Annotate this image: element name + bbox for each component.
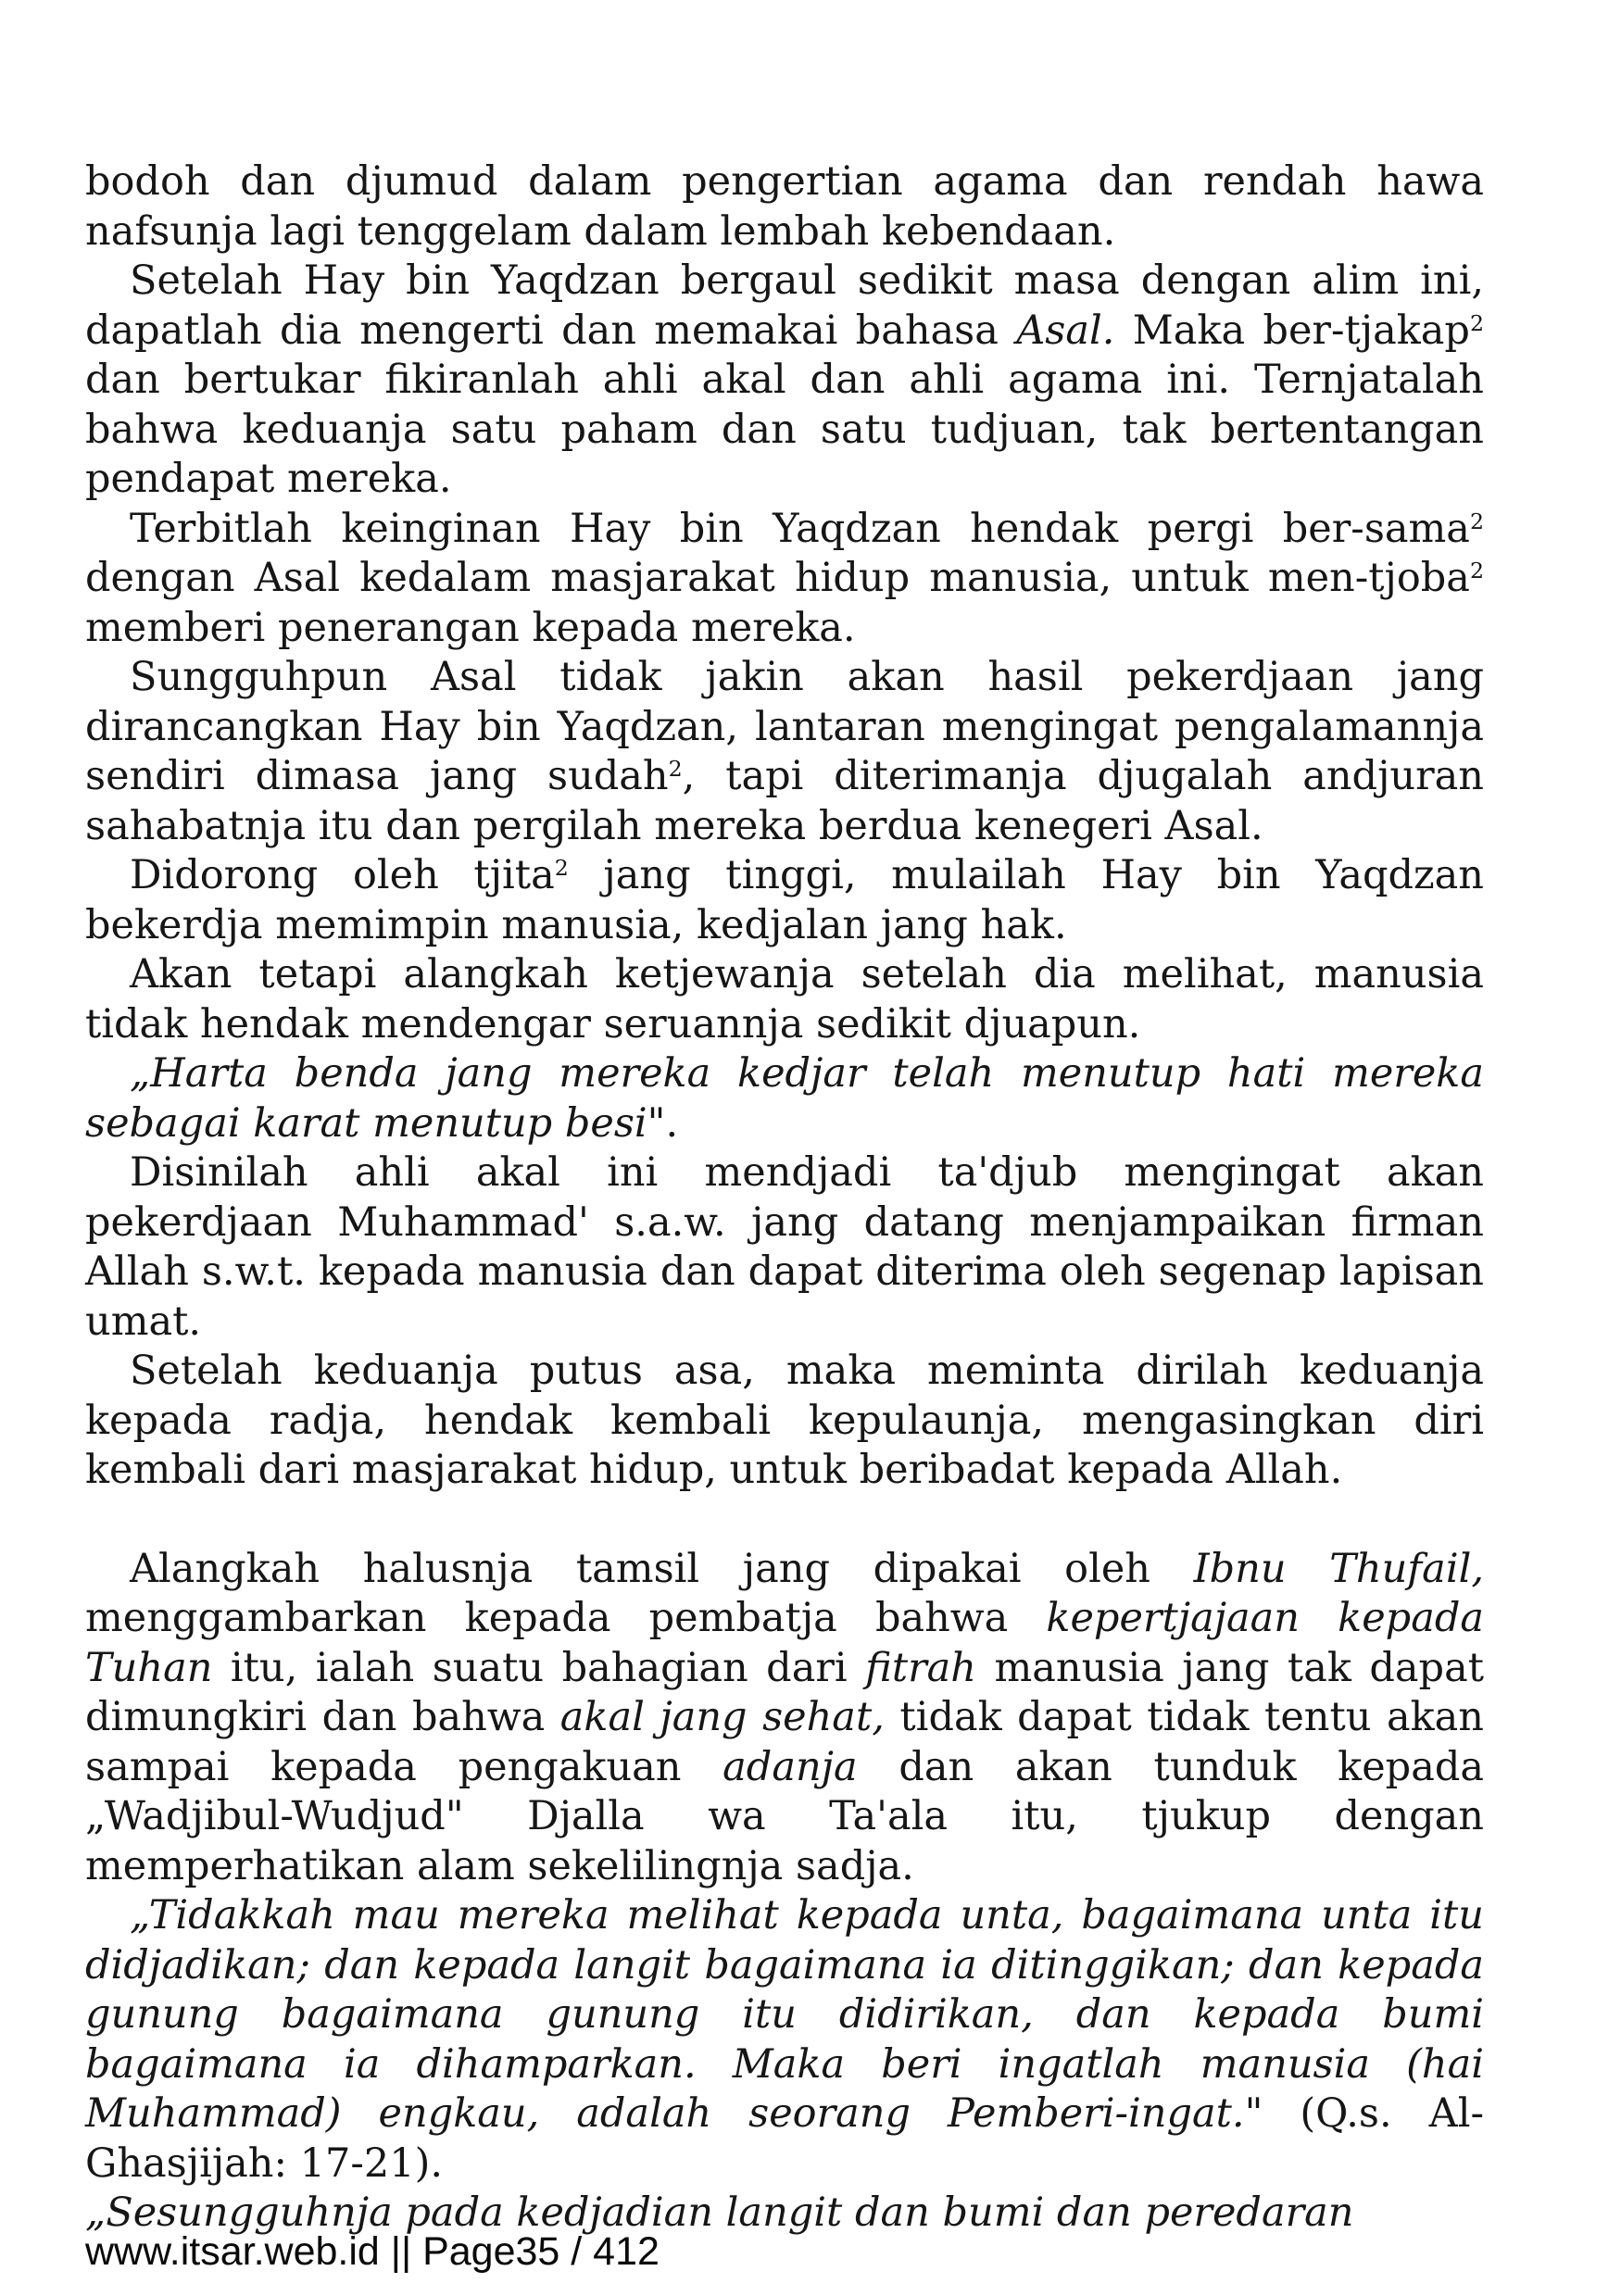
text-run: manusia jang tak dapat dimungkiri dan bahwa [85,1644,1484,1740]
italic-run: kepertjajaan kepada Tuhan [85,1595,1484,1691]
page-body [85,157,1484,2239]
text-run: " (Q.s. Al-Ghasjijah: 17-21). [85,2090,1484,2187]
paragraph [85,1545,1484,1892]
text-run: memberi penerangan kepada mereka. [85,604,856,651]
italic-run: „Sesungguhnja pada kedjadian langit dan bumi dan peredaran [85,2189,1354,2236]
text-run: jang tinggi, mulailah Hay bin Yaqdzan bekerdja memimpin manusia, kedjalan jang hak. [85,852,1484,948]
text-run: tidak dapat tidak tentu akan sampai kepada pengakuan [85,1694,1484,1790]
paragraph: Akan tetapi alangkah ketjewanja setelah dia melihat, manusia tidak hendak mendengar seruannja sedikit djuapun. [85,951,1484,1048]
italic-run: fitrah [865,1644,977,1691]
text-run: itu, ialah suatu bahagian dari [212,1644,866,1691]
superscript: 2 [1469,309,1485,336]
paragraph [85,257,1484,505]
text-run: Maka ber-tjakap [1114,307,1470,354]
italic-run: „Harta benda jang mereka kedjar telah menutup hati mereka sebagai karat menutup besi [85,1050,1484,1147]
italic-run: „Tidakkah mau mereka melihat kepada unta, bagaimana unta itu didjadikan; dan kepada langit bagaimana ia ditinggikan; dan kepada gunung bagaimana gunung itu didirikan, dan kepada bumi bagaimana ia dihamparkan. Maka beri ingatlah manusia (hai Muhammad) engkau, adalah seorang Pemberi-ingat. [85,1892,1484,2137]
superscript: 2 [1469,508,1484,534]
text-run: dengan Asal kedalam masjarakat hidup manusia, untuk men-tjoba [85,555,1470,601]
superscript: 2 [668,755,683,782]
page-footer: www.itsar.web.id || Page35 / 412 [85,2229,660,2274]
italic-run: Asal. [1016,307,1115,354]
text-run: Setelah Hay bin Yaqdzan bergaul sedikit masa dengan alim ini, dapatlah dia mengerti dan memakai bahasa [85,257,1484,354]
text-run: , tapi diterimanja djugalah andjuran sahabatnja itu dan pergilah mereka berdua kenegeri Asal. [85,753,1484,849]
paragraph [85,505,1484,654]
paragraph: Setelah keduanja putus asa, maka meminta dirilah keduanja kepada radja, hendak kembali kepulaunja, mengasingkan diri kembali dari masjarakat hidup, untuk beribadat kepada Allah. [85,1348,1484,1493]
paragraph-continuation: bodoh dan djumud dalam pengertian agama dan rendah hawa nafsunja lagi tenggelam dalam lembah kebendaan. [85,158,1484,255]
paragraph [85,653,1484,851]
text-run: Alangkah halusnja tamsil jang dipakai oleh [130,1545,1194,1592]
italic-run: Ibnu Thufail, [1193,1545,1484,1592]
quote-paragraph [85,1049,1484,1148]
text-run: Sungguhpun Asal tidak jakin akan hasil pekerdjaan jang dirancangkan Hay bin Yaqdzan, lantaran mengingat pengalamannja sendiri dimasa jang sudah [85,654,1484,799]
italic-run: adanja [723,1743,858,1790]
quote-paragraph [85,1891,1484,2189]
text-run: dan akan tunduk kepada „Wadjibul-Wudjud" Djalla wa Ta'ala itu, tjukup dengan memperhatikan alam sekelilingnja sadja. [85,1743,1484,1889]
superscript: 2 [1469,557,1484,583]
text-run: menggambarkan kepada pembatja bahwa [85,1595,1047,1641]
text-run: ". [647,1099,679,1147]
text-run: Didorong oleh tjita [130,852,555,898]
paragraph: Disinilah ahli akal ini mendjadi ta'djub mengingat akan pekerdjaan Muhammad' s.a.w. jang datang menjampaikan firman Allah s.w.t. kepada manusia dan dapat diterima oleh segenap lapisan umat. [85,1149,1484,1345]
text-run: Terbitlah keinginan Hay bin Yaqdzan hendak pergi ber-sama [130,505,1470,552]
text-run: dan bertukar fikiranlah ahli akal dan ahli agama ini. Ternjatalah bahwa keduanja satu paham dan satu tudjuan, tak bertentangan pendapat mereka. [85,357,1484,502]
paragraph [85,851,1484,950]
italic-run: akal jang sehat, [559,1694,885,1740]
superscript: 2 [554,854,569,881]
